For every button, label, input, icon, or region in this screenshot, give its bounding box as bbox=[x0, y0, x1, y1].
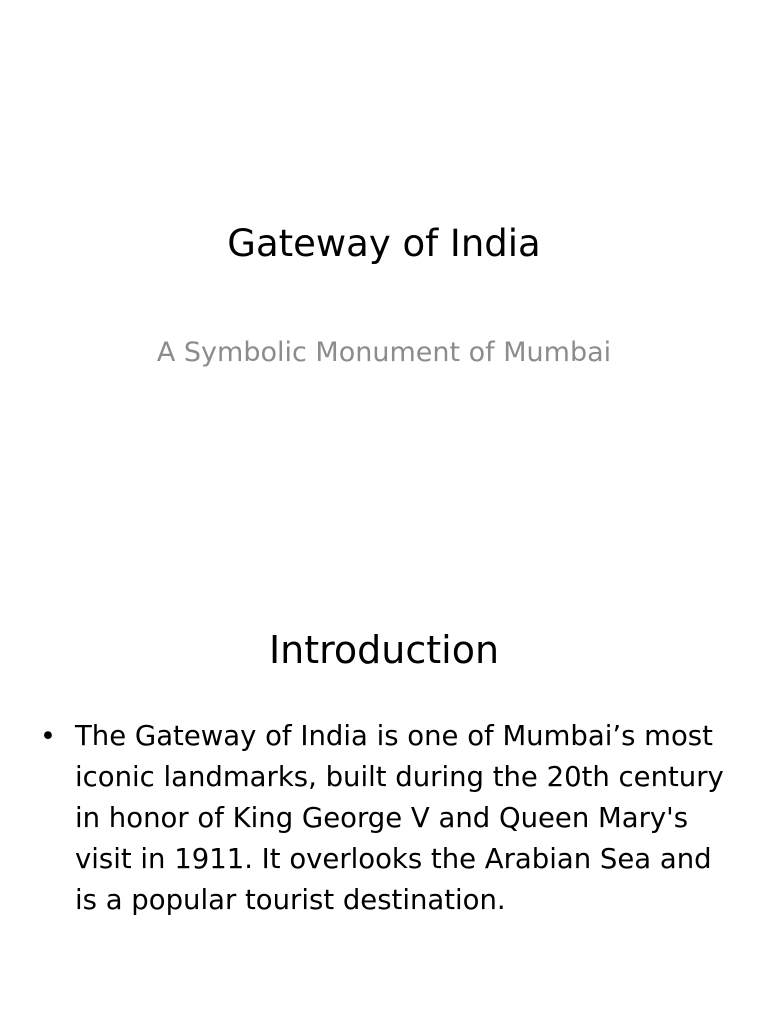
bullet-icon: • bbox=[40, 721, 56, 752]
slide-title: Introduction bbox=[268, 628, 500, 672]
bullet-list bbox=[38, 716, 728, 921]
slide-subtitle: A Symbolic Monument of Mumbai bbox=[156, 337, 612, 368]
bullet-item bbox=[38, 716, 728, 921]
slide-title: Gateway of India bbox=[227, 222, 541, 265]
bullet-text: The Gateway of India is one of Mumbai’s most iconic landmarks, built during the 20th century in honor of King George V and Queen Mary's visit in 1911. It overlooks the Arabian Sea and is a popular tourist destination. bbox=[75, 720, 724, 916]
content-slide bbox=[0, 576, 768, 1024]
